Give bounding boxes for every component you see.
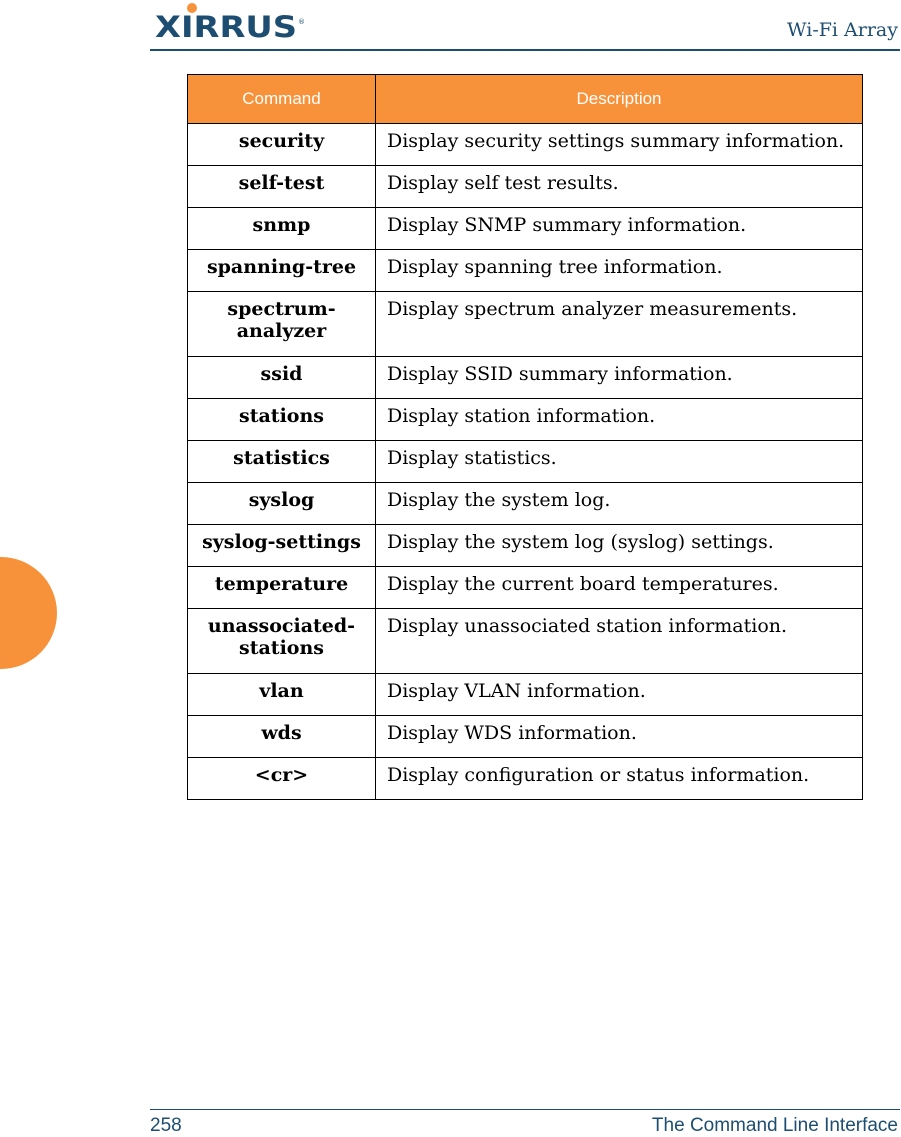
command-cell: spectrum-analyzer <box>188 292 376 357</box>
header-rule <box>150 49 900 51</box>
table-row <box>188 483 863 525</box>
table-row <box>188 292 863 357</box>
command-cell: <cr> <box>188 758 376 800</box>
command-table <box>187 74 863 800</box>
table-row <box>188 357 863 399</box>
description-cell: Display VLAN information. <box>376 674 863 716</box>
command-cell: syslog <box>188 483 376 525</box>
description-cell: Display configuration or status information. <box>376 758 863 800</box>
command-cell: spanning-tree <box>188 250 376 292</box>
description-cell: Display the system log. <box>376 483 863 525</box>
table-row <box>188 399 863 441</box>
table-row <box>188 674 863 716</box>
table-row <box>188 758 863 800</box>
command-cell: self-test <box>188 166 376 208</box>
command-cell: temperature <box>188 567 376 609</box>
section-title: The Command Line Interface <box>651 1115 898 1136</box>
page-number: 258 <box>150 1115 182 1136</box>
command-cell: syslog-settings <box>188 525 376 567</box>
description-cell: Display unassociated station information. <box>376 609 863 674</box>
command-cell: vlan <box>188 674 376 716</box>
description-cell: Display station information. <box>376 399 863 441</box>
description-cell: Display WDS information. <box>376 716 863 758</box>
xirrus-logo <box>155 2 305 42</box>
table-row <box>188 441 863 483</box>
description-cell: Display the current board temperatures. <box>376 567 863 609</box>
command-cell: unassociated-stations <box>188 609 376 674</box>
command-cell: security <box>188 124 376 166</box>
side-tab-marker <box>0 557 57 669</box>
svg-text:®: ® <box>298 18 305 26</box>
description-cell: Display security settings summary information. <box>376 124 863 166</box>
table-row <box>188 124 863 166</box>
command-cell: statistics <box>188 441 376 483</box>
table-header-row <box>188 75 863 124</box>
column-header-command: Command <box>188 75 376 124</box>
description-cell: Display spanning tree information. <box>376 250 863 292</box>
header-title: Wi-Fi Array <box>787 19 898 41</box>
table-row <box>188 250 863 292</box>
table-row <box>188 166 863 208</box>
description-cell: Display self test results. <box>376 166 863 208</box>
command-cell: stations <box>188 399 376 441</box>
logo-text: XIRRUS <box>155 10 297 42</box>
footer-rule <box>150 1109 900 1110</box>
table-row <box>188 716 863 758</box>
column-header-description: Description <box>376 75 863 124</box>
description-cell: Display SSID summary information. <box>376 357 863 399</box>
command-cell: wds <box>188 716 376 758</box>
table-row <box>188 609 863 674</box>
command-cell: ssid <box>188 357 376 399</box>
description-cell: Display SNMP summary information. <box>376 208 863 250</box>
table-row <box>188 525 863 567</box>
description-cell: Display statistics. <box>376 441 863 483</box>
table-row <box>188 567 863 609</box>
command-cell: snmp <box>188 208 376 250</box>
description-cell: Display the system log (syslog) settings. <box>376 525 863 567</box>
description-cell: Display spectrum analyzer measurements. <box>376 292 863 357</box>
table-row <box>188 208 863 250</box>
